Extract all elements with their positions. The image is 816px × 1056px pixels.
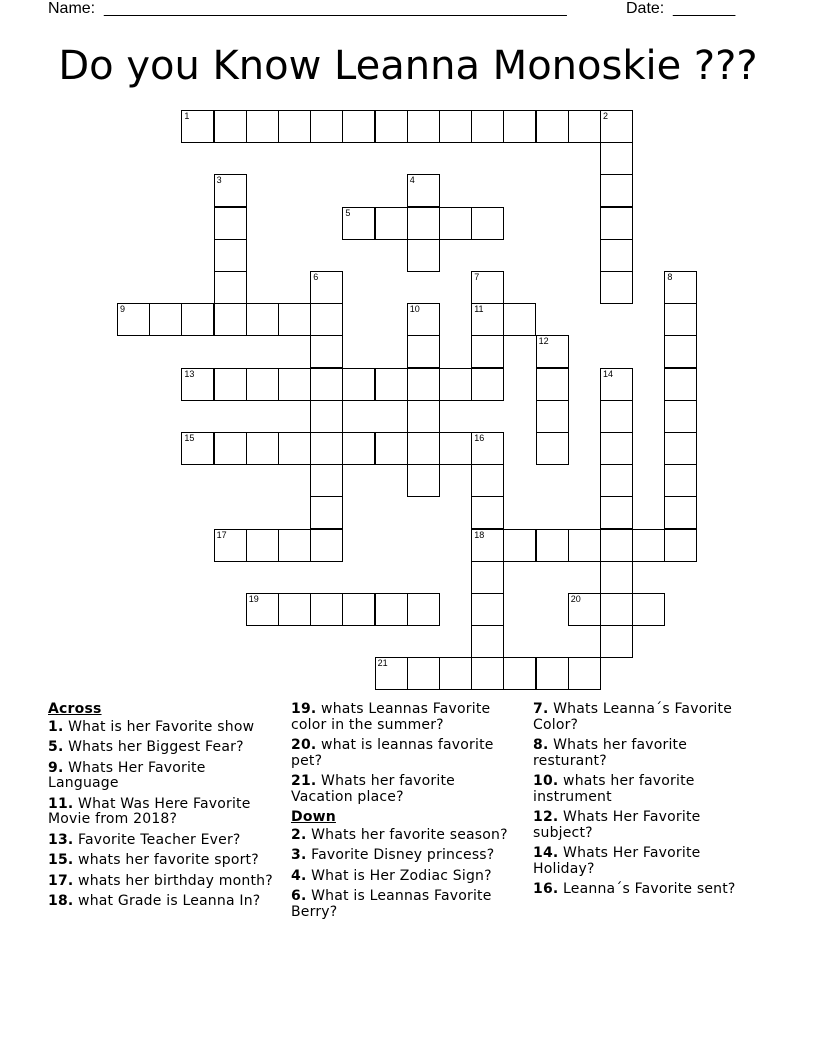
crossword-cell[interactable] [246, 432, 279, 465]
clue-item-number: 1. [48, 718, 64, 735]
clue-item-number: 15. [48, 852, 74, 868]
crossword-cell[interactable] [310, 335, 343, 368]
clue-item-text: what is leannas favorite pet? [291, 737, 494, 769]
crossword-cell[interactable] [407, 239, 440, 272]
crossword-cell[interactable] [600, 239, 633, 272]
clue-number: 19 [248, 594, 259, 604]
crossword-cell[interactable] [310, 529, 343, 562]
crossword-cell[interactable] [471, 432, 504, 465]
crossword-cell[interactable] [664, 400, 697, 433]
clue-item [291, 889, 519, 920]
crossword-cell[interactable] [181, 110, 214, 143]
crossword-cell[interactable] [568, 657, 601, 690]
crossword-cell[interactable] [471, 625, 504, 658]
clue-item-number: 18. [48, 893, 74, 909]
crossword-cell[interactable] [117, 303, 150, 336]
crossword-cell[interactable] [471, 207, 504, 240]
clue-item-number: 9. [48, 759, 64, 776]
clue-item [291, 848, 519, 864]
crossword-cell[interactable] [310, 110, 343, 143]
clue-item-number: 4. [291, 867, 307, 884]
clue-item-text: Whats Her Favorite subject? [533, 809, 701, 841]
clue-item-number: 17. [48, 872, 74, 889]
clue-item [533, 774, 761, 805]
crossword-cell[interactable] [600, 529, 633, 562]
crossword-cell[interactable] [600, 271, 633, 304]
crossword-cell[interactable] [310, 303, 343, 336]
clue-item-number: 13. [48, 831, 74, 848]
crossword-cell[interactable] [214, 529, 247, 562]
crossword-cell[interactable] [278, 529, 311, 562]
crossword-cell[interactable] [600, 464, 633, 497]
crossword-cell[interactable] [214, 368, 247, 401]
crossword-cell[interactable] [471, 561, 504, 594]
crossword-cell[interactable] [310, 400, 343, 433]
name-label: Name: [48, 0, 96, 17]
crossword-cell[interactable] [536, 432, 569, 465]
crossword-cell[interactable] [439, 207, 472, 240]
crossword-cell[interactable] [471, 529, 504, 562]
crossword-cell[interactable] [181, 303, 214, 336]
crossword-cell[interactable] [600, 593, 633, 626]
crossword-cell[interactable] [375, 207, 408, 240]
crossword-cell[interactable] [632, 593, 665, 626]
crossword-cell[interactable] [471, 303, 504, 336]
crossword-cell[interactable] [568, 529, 601, 562]
crossword-cell[interactable] [310, 368, 343, 401]
crossword-cell[interactable] [407, 464, 440, 497]
clue-item [291, 828, 519, 844]
clue-number: 1 [184, 111, 190, 121]
across-heading: Across [48, 701, 102, 717]
date-label: Date: [626, 0, 665, 17]
crossword-cell[interactable] [375, 432, 408, 465]
crossword-cell[interactable] [278, 432, 311, 465]
crossword-cell[interactable] [214, 271, 247, 304]
date-line[interactable]: _______ [673, 0, 736, 17]
clue-item [533, 738, 761, 769]
clue-item-text: Whats Her Favorite Holiday? [533, 845, 701, 877]
crossword-cell[interactable] [278, 303, 311, 336]
crossword-cell[interactable] [181, 368, 214, 401]
crossword-cell[interactable] [600, 432, 633, 465]
clues-column-1 [48, 702, 276, 915]
crossword-cell[interactable] [439, 432, 472, 465]
clue-number: 3 [216, 175, 222, 186]
clue-number: 7 [474, 272, 480, 282]
crossword-cell[interactable] [246, 368, 279, 401]
crossword-cell[interactable] [278, 368, 311, 401]
crossword-cell[interactable] [503, 303, 536, 336]
crossword-cell[interactable] [342, 207, 375, 240]
crossword-cell[interactable] [536, 529, 569, 562]
crossword-cell[interactable] [310, 432, 343, 465]
clue-item-text: Whats her favorite season? [306, 826, 508, 843]
crossword-cell[interactable] [664, 464, 697, 497]
clue-number: 14 [603, 368, 614, 379]
clue-number: 6 [313, 272, 319, 282]
crossword-cell[interactable] [342, 432, 375, 465]
crossword-cell[interactable] [536, 110, 569, 143]
crossword-cell[interactable] [407, 335, 440, 368]
crossword-cell[interactable] [664, 432, 697, 465]
clue-number: 8 [667, 272, 673, 282]
crossword-cell[interactable] [471, 368, 504, 401]
crossword-cell[interactable] [632, 529, 665, 562]
crossword-cell[interactable] [568, 110, 601, 143]
clue-number: 11 [474, 304, 484, 315]
crossword-cell[interactable] [536, 335, 569, 368]
crossword-cell[interactable] [471, 271, 504, 304]
clue-item [291, 738, 519, 769]
clue-item-text: what Grade is Leanna In? [73, 893, 261, 909]
crossword-cell[interactable] [600, 174, 633, 207]
crossword-cell[interactable] [407, 400, 440, 433]
crossword-cell[interactable] [664, 529, 697, 562]
crossword-cell[interactable] [246, 110, 279, 143]
clue-item-number: 16. [533, 881, 559, 897]
crossword-cell[interactable] [375, 110, 408, 143]
crossword-cell[interactable] [664, 271, 697, 304]
crossword-cell[interactable] [471, 110, 504, 143]
clue-item [533, 846, 761, 877]
crossword-cell[interactable] [664, 368, 697, 401]
crossword-cell[interactable] [471, 593, 504, 626]
crossword-cell[interactable] [471, 335, 504, 368]
clue-item-text: whats her favorite sport? [73, 852, 259, 868]
crossword-cell[interactable] [600, 496, 633, 529]
crossword-cell[interactable] [439, 657, 472, 690]
clue-item [48, 894, 276, 910]
crossword-cell[interactable] [407, 207, 440, 240]
clue-item-text: Favorite Disney princess? [306, 847, 495, 863]
clue-item [48, 740, 276, 756]
clue-item [533, 810, 761, 841]
clues-column-3 [533, 702, 761, 903]
clue-number: 16 [474, 433, 485, 443]
crossword-cell[interactable] [342, 110, 375, 143]
clue-item [48, 853, 276, 869]
crossword-cell[interactable] [375, 657, 408, 690]
clue-item-text: Whats her favorite Vacation place? [291, 773, 455, 805]
clue-item-number: 19. [291, 701, 317, 717]
crossword-cell[interactable] [310, 271, 343, 304]
clue-item-number: 2. [291, 826, 307, 843]
clue-number: 13 [184, 368, 195, 379]
clue-item [48, 797, 276, 828]
crossword-cell[interactable] [503, 529, 536, 562]
crossword-cell[interactable] [214, 303, 247, 336]
crossword-cell[interactable] [664, 303, 697, 336]
clue-item-number: 7. [533, 701, 549, 717]
clue-item-number: 12. [533, 809, 559, 825]
clue-number: 17 [216, 529, 227, 540]
crossword-cell[interactable] [568, 593, 601, 626]
crossword-cell[interactable] [246, 593, 279, 626]
clue-number: 21 [377, 658, 388, 669]
clue-item-text: What is Leannas Favorite Berry? [291, 888, 492, 920]
crossword-cell[interactable] [246, 303, 279, 336]
clue-item [291, 702, 519, 733]
crossword-cell[interactable] [664, 496, 697, 529]
crossword-cell[interactable] [342, 593, 375, 626]
crossword-cell[interactable] [407, 657, 440, 690]
crossword-cell[interactable] [214, 110, 247, 143]
clue-number: 10 [409, 304, 420, 315]
crossword-cell[interactable] [214, 207, 247, 240]
clue-number: 20 [570, 594, 581, 604]
crossword-cell[interactable] [600, 142, 633, 175]
name-line[interactable]: ____________________________________________________ [104, 0, 567, 17]
crossword-cell[interactable] [664, 335, 697, 368]
crossword-cell[interactable] [439, 368, 472, 401]
clue-item-text: Leanna´s Favorite sent? [558, 881, 736, 897]
crossword-cell[interactable] [471, 496, 504, 529]
crossword-cell[interactable] [310, 496, 343, 529]
crossword-cell[interactable] [181, 432, 214, 465]
clue-item-number: 10. [533, 773, 559, 789]
page-title: Do you Know Leanna Monoskie ??? [58, 43, 758, 89]
crossword-cell[interactable] [407, 432, 440, 465]
crossword-cell[interactable] [503, 110, 536, 143]
clue-item-text: What is her Favorite show [63, 718, 255, 735]
crossword-cell[interactable] [536, 657, 569, 690]
clue-item-number: 11. [48, 795, 74, 812]
crossword-cell[interactable] [407, 593, 440, 626]
crossword-cell[interactable] [375, 593, 408, 626]
clue-item-text: whats her favorite instrument [533, 773, 695, 805]
clue-item [48, 874, 276, 890]
crossword-cell[interactable] [407, 368, 440, 401]
clue-number: 15 [184, 433, 195, 443]
crossword-cell[interactable] [214, 432, 247, 465]
clue-item [533, 702, 761, 733]
clue-number: 18 [474, 529, 485, 540]
clue-number: 5 [345, 207, 351, 218]
clue-item [48, 720, 276, 736]
clue-item-text: Whats her Biggest Fear? [63, 739, 244, 755]
crossword-cell[interactable] [503, 657, 536, 690]
crossword-cell[interactable] [439, 110, 472, 143]
clue-item [48, 761, 276, 792]
crossword-cell[interactable] [375, 368, 408, 401]
crossword-cell[interactable] [600, 561, 633, 594]
crossword-cell[interactable] [407, 110, 440, 143]
clue-item-number: 8. [533, 737, 549, 753]
down-heading: Down [291, 809, 336, 825]
clue-item-text: whats her birthday month? [73, 872, 273, 889]
clue-item [48, 833, 276, 849]
crossword-cell[interactable] [407, 303, 440, 336]
crossword-cell[interactable] [536, 400, 569, 433]
clue-item-text: Favorite Teacher Ever? [73, 831, 241, 848]
clue-item-text: whats Leannas Favorite color in the summer? [291, 701, 491, 733]
clue-item-number: 21. [291, 773, 317, 789]
crossword-cell[interactable] [342, 368, 375, 401]
crossword-cell[interactable] [214, 174, 247, 207]
crossword-cell[interactable] [246, 529, 279, 562]
clue-item-number: 5. [48, 739, 64, 755]
clue-item-text: What Was Here Favorite Movie from 2018? [48, 795, 251, 827]
clue-number: 2 [603, 111, 609, 121]
clues-column-2 [291, 702, 519, 925]
crossword-cell[interactable] [310, 464, 343, 497]
clue-item-text: Whats Leanna´s Favorite Color? [533, 701, 733, 733]
clue-item-text: Whats Her Favorite Language [48, 759, 206, 791]
clue-item [291, 774, 519, 805]
crossword-cell[interactable] [214, 239, 247, 272]
crossword-cell[interactable] [278, 110, 311, 143]
crossword-cell[interactable] [471, 657, 504, 690]
crossword-cell[interactable] [536, 368, 569, 401]
crossword-cell[interactable] [600, 207, 633, 240]
clue-number: 9 [120, 304, 126, 315]
crossword-cell[interactable] [600, 368, 633, 401]
crossword-cell[interactable] [600, 110, 633, 143]
crossword-cell[interactable] [600, 400, 633, 433]
clue-item-number: 6. [291, 888, 307, 904]
clue-item [533, 882, 761, 898]
crossword-cell[interactable] [471, 464, 504, 497]
clue-item [291, 869, 519, 885]
crossword-cell[interactable] [407, 174, 440, 207]
clue-item-number: 14. [533, 845, 559, 861]
clue-number: 12 [538, 336, 549, 347]
clue-number: 4 [409, 175, 415, 186]
clue-item-text: What is Her Zodiac Sign? [306, 867, 492, 884]
crossword-cell[interactable] [278, 593, 311, 626]
crossword-cell[interactable] [149, 303, 182, 336]
clue-item-number: 20. [291, 737, 317, 753]
crossword-cell[interactable] [310, 593, 343, 626]
clue-item-number: 3. [291, 847, 307, 863]
crossword-cell[interactable] [600, 625, 633, 658]
clue-item-text: Whats her favorite resturant? [533, 737, 688, 769]
